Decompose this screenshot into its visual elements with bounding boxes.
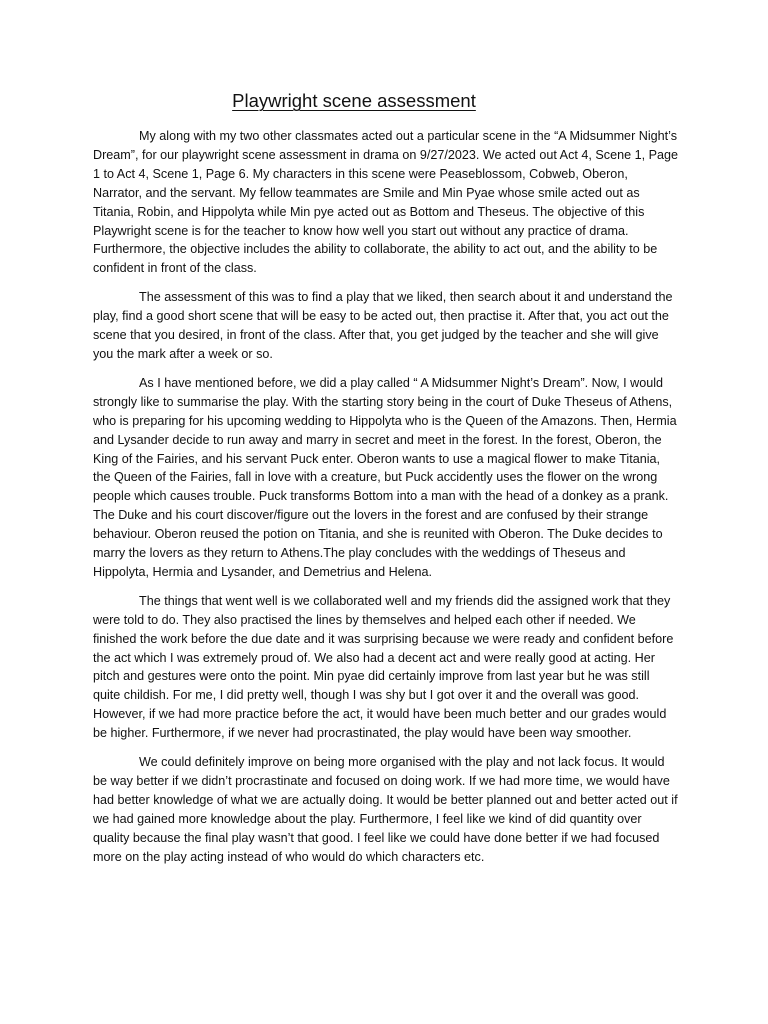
paragraph-assessment: The assessment of this was to find a play that we liked, then search about it and understand the play, find a good short scene that will be easy to be acted out, then practise it. After that, you act out the scene that you desired, in front of the class. After that, you get judged by the teacher and she will give you the mark after a week or so. — [93, 290, 673, 361]
paragraph-summary: As I have mentioned before, we did a play called “ A Midsummer Night’s Dream”. Now, I would strongly like to summarise the play. With the starting story being in the court of Duke Theseus of Athens, who is preparing for his upcoming wedding to Hippolyta who is the Queen of the Amazons. Then, Hermia and Lysander decide to run away and marry in secret and meet in the forest. In the forest, Oberon, the King of the Fairies, and his servant Puck enter. Oberon wants to use a magical flower to make Titania, the Queen of the Fairies, fall in love with a creature, but Puck accidently uses the flower on the wrong people which causes trouble. Puck transforms Bottom into a man with the head of a donkey as a prank. The Duke and his court discover/figure out the lovers in the forest and are confused by their strange behaviour. Oberon reused the potion on Titania, and she is reunited with Oberon. The Duke decides to marry the lovers as they return to Athens.The play concludes with the weddings of Theseus and Hippolyta, Hermia and Lysander, and Demetrius and Helena. — [93, 375, 677, 579]
document-title: Playwright scene assessment — [232, 90, 476, 111]
paragraph-introduction: My along with my two other classmates acted out a particular scene in the “A Midsummer Night’s Dream”, for our playwright scene assessment in drama on 9/27/2023. We acted out Act 4, Scene 1, Page 1 to Act 4, Scene 1, Page 6. My characters in this scene were Peaseblossom, Cobweb, Oberon, Narrator, and the servant. My fellow teammates are Smile and Min Pyae whose smile acted out as Titania, Robin, and Hippolyta while Min pye acted out as Bottom and Theseus. The objective of this Playwright scene is for the teacher to know how well you start out without any practice of drama. Furthermore, the objective includes the ability to collaborate, the ability to act out, and the ability to be confident in front of the class. — [93, 129, 678, 276]
document-body — [93, 127, 678, 877]
paragraph-improvements: We could definitely improve on being more organised with the play and not lack focus. It would be way better if we didn’t procrastinate and focused on doing work. If we had more time, we would have had better knowledge of what we are actually doing. It would be better planned out and better acted out if we had gained more knowledge about the play. Furthermore, I feel like we kind of did quantity over quality because the final play wasn’t that good. I feel like we could have done better if we had focused more on the play acting instead of who would do which characters etc. — [93, 755, 678, 864]
paragraph-went-well: The things that went well is we collaborated well and my friends did the assigned work that they were told to do. They also practised the lines by themselves and helped each other if needed. We finished the work before the due date and it was surprising because we were ready and confident before the act which I was extremely proud of. We also had a decent act and were really good at acting. Her pitch and gestures were onto the point. Min pyae did certainly improve from last year but he was still quite childish. For me, I did pretty well, though I was shy but I got over it and the overall was good. However, if we had more practice before the act, it would have been much better and our grades would be higher. Furthermore, if we never had procrastinated, the play would have been way smoother. — [93, 593, 674, 741]
